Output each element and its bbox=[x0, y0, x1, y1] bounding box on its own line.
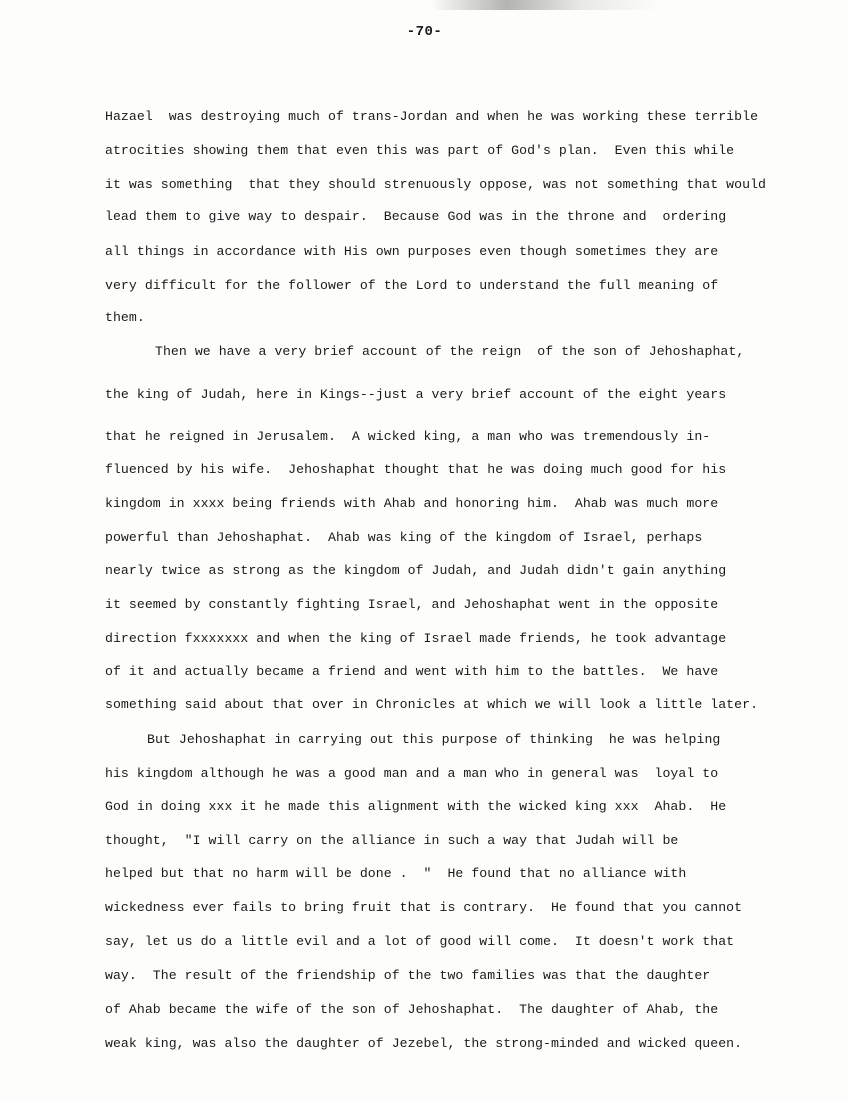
text-line-21: God in doing xxx it he made this alignment with the wicked king xxx Ahab. He bbox=[105, 799, 727, 814]
text-line-23: helped but that no harm will be done . " He found that no alliance with bbox=[105, 866, 687, 881]
text-line-24: wickedness ever fails to bring fruit that is contrary. He found that you cannot bbox=[105, 900, 743, 915]
text-line-27: of Ahab became the wife of the son of Jehoshaphat. The daughter of Ahab, the bbox=[105, 1002, 719, 1017]
text-line-16: direction fxxxxxxx and when the king of Israel made friends, he took advantage bbox=[105, 631, 727, 646]
paragraph-start-line: Then we have a very brief account of the reign of the son of Jehoshaphat, bbox=[155, 344, 745, 359]
text-line-9: the king of Judah, here in Kings--just a very brief account of the eight years bbox=[105, 387, 727, 402]
text-line-2: atrocities showing them that even this was part of God's plan. Even this while bbox=[105, 143, 735, 158]
page-number: -70- bbox=[406, 24, 443, 40]
text-line-1: Hazael was destroying much of trans-Jordan and when he was working these terrible bbox=[105, 109, 759, 124]
text-line-3: it was something that they should strenuously oppose, was not something that would bbox=[105, 177, 766, 192]
text-line-15: it seemed by constantly fighting Israel, and Jehoshaphat went in the opposite bbox=[105, 597, 719, 612]
text-line-22: thought, "I will carry on the alliance in such a way that Judah will be bbox=[105, 833, 679, 848]
text-line-26: way. The result of the friendship of the two families was that the daughter bbox=[105, 968, 711, 983]
text-line-6: very difficult for the follower of the Lord to understand the full meaning of bbox=[105, 278, 719, 293]
text-line-7: them. bbox=[105, 310, 145, 325]
text-line-10: that he reigned in Jerusalem. A wicked king, a man who was tremendously in- bbox=[105, 429, 711, 444]
text-line-4: lead them to give way to despair. Because God was in the throne and ordering bbox=[105, 209, 727, 224]
text-line-11: fluenced by his wife. Jehoshaphat thought that he was doing much good for his bbox=[105, 462, 727, 477]
text-line-17: of it and actually became a friend and went with him to the battles. We have bbox=[105, 664, 719, 679]
text-line-18: something said about that over in Chronicles at which we will look a little later. bbox=[105, 697, 759, 712]
text-line-13: powerful than Jehoshaphat. Ahab was king of the kingdom of Israel, perhaps bbox=[105, 530, 703, 545]
text-line-12: kingdom in xxxx being friends with Ahab and honoring him. Ahab was much more bbox=[105, 496, 719, 511]
text-line-28: weak king, was also the daughter of Jezebel, the strong-minded and wicked queen. bbox=[105, 1036, 743, 1051]
scan-smudge bbox=[430, 0, 660, 10]
text-line-25: say, let us do a little evil and a lot of good will come. It doesn't work that bbox=[105, 934, 735, 949]
text-line-5: all things in accordance with His own purposes even though sometimes they are bbox=[105, 244, 719, 259]
paragraph-start-line-2: But Jehoshaphat in carrying out this purpose of thinking he was helping bbox=[147, 732, 721, 747]
text-line-20: his kingdom although he was a good man and a man who in general was loyal to bbox=[105, 766, 719, 781]
text-line-14: nearly twice as strong as the kingdom of Judah, and Judah didn't gain anything bbox=[105, 563, 727, 578]
